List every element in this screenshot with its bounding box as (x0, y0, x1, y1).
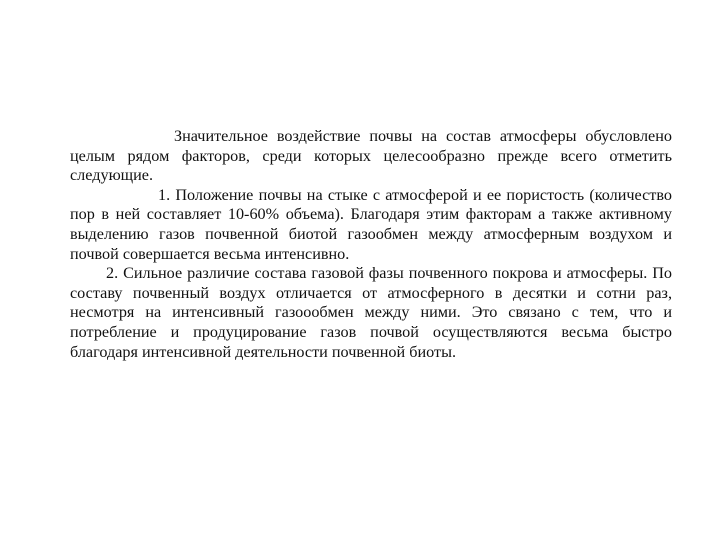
point-2-paragraph: 2. Сильное различие состава газовой фазы почвенного покрова и атмосферы. По составу почвенный воздух отличается от атмосферного в десятки и сотни раз, несмотря на интенсивный газоообмен между ними. Это связано с тем, что и потребление и продуцирование газов почвой осуществляются весьма быстро благодаря интенсивной деятельности почвенной биоты. (70, 264, 672, 361)
intro-paragraph: Значительное воздействие почвы на состав атмосферы обусловлено целым рядом факторов, среди которых целесообразно прежде всего отметить следующие. (70, 127, 672, 185)
body-text (70, 127, 672, 362)
point-1-paragraph: 1. Положение почвы на стыке с атмосферой и ее пористость (количество пор в ней составляет 10-60% объема). Благодаря этим факторам а также активному выделению газов почвенной биотой газообмен между атмосферным воздухом и почвой совершается весьма интенсивно. (70, 185, 672, 263)
